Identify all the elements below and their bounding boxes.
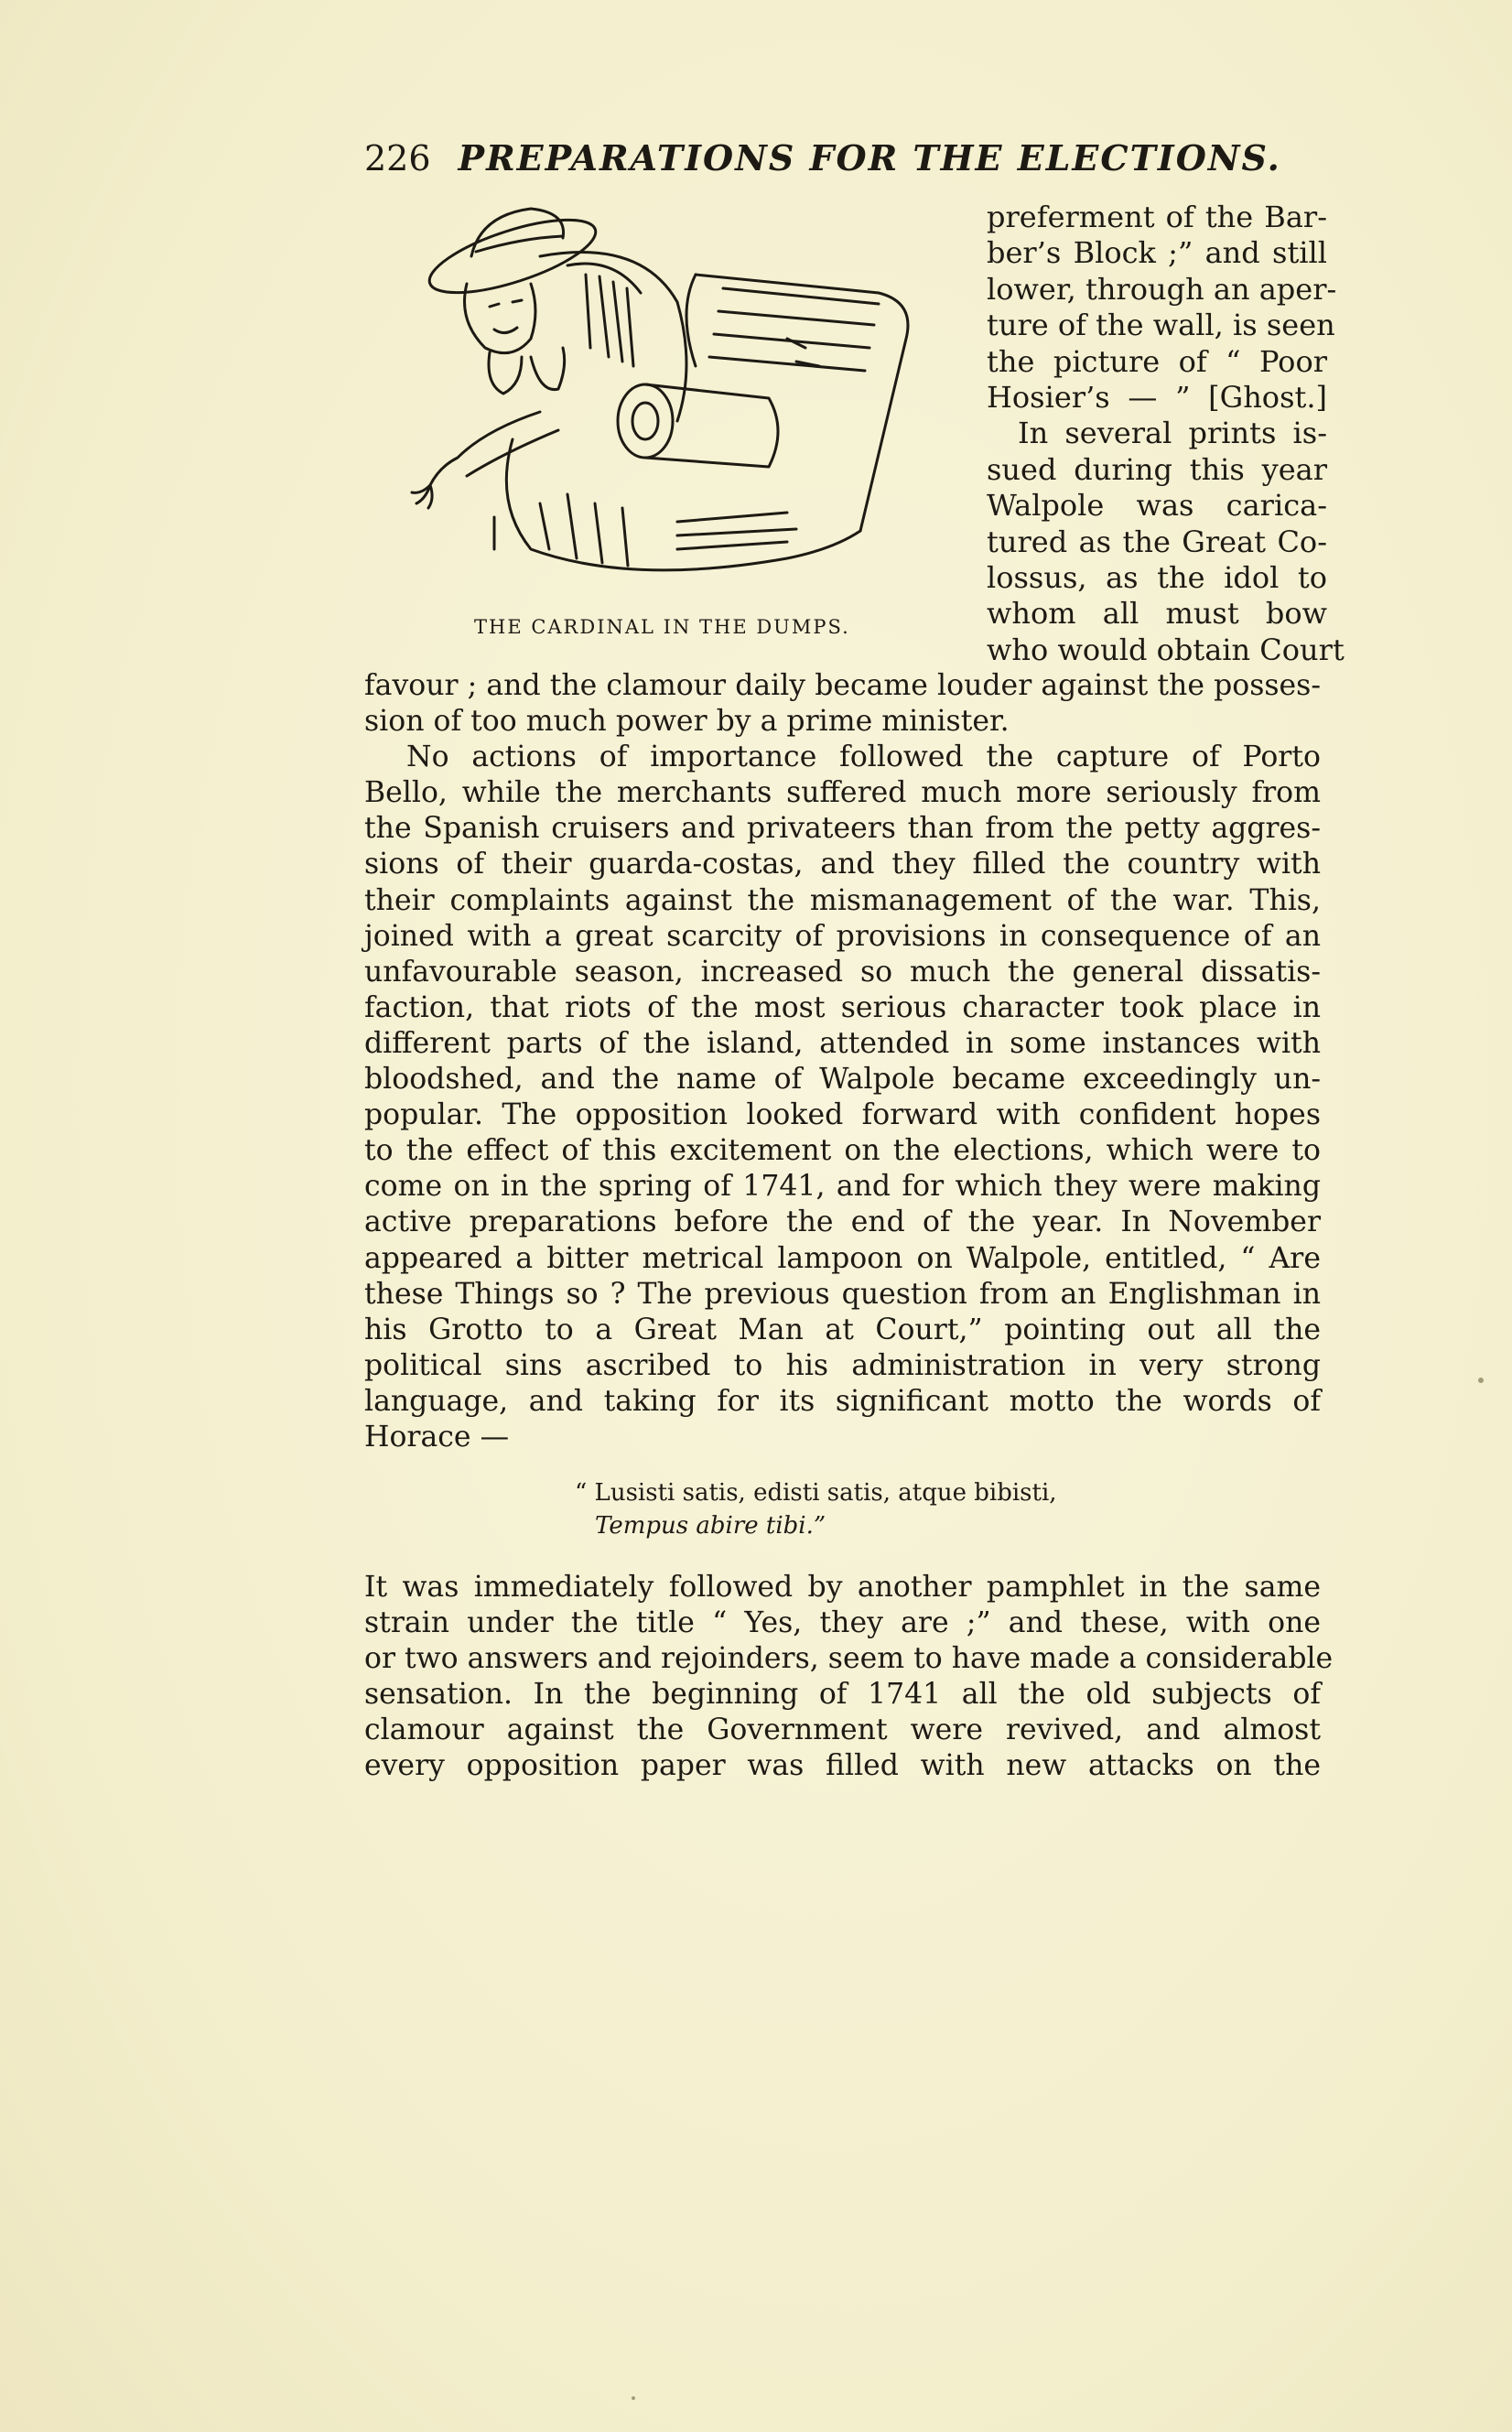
chapter-title: PREPARATIONS FOR THE ELECTIONS. — [458, 137, 1281, 178]
text-line: their complaints against the mismanagement of the war. This, — [364, 883, 1321, 917]
text-line: whom all must bow — [987, 596, 1327, 632]
text-line: Hosier’s — ” [Ghost.] — [987, 380, 1327, 416]
text-line: who would obtain Court — [987, 632, 1345, 667]
text-line: favour ; and the clamour daily became louder against the posses- — [364, 669, 1321, 702]
text-line: the picture of “ Poor — [987, 343, 1327, 379]
text-line: appeared a bitter metrical lampoon on Walpole, entitled, “ Are — [364, 1241, 1321, 1275]
text-line: sensation. In the beginning of 1741 all the old subjects of — [364, 1678, 1321, 1712]
text-line: unfavourable season, increased so much the general dissatis- — [364, 955, 1321, 989]
quote-line: Tempus abire tibi.” — [595, 1512, 826, 1540]
main-body-text — [364, 668, 1321, 1455]
text-line: to the effect of this excitement on the elections, which were to — [364, 1134, 1321, 1168]
text-line: clamour against the Government were revived, and almost — [364, 1713, 1321, 1747]
text-line: lossus, as the idol to — [987, 560, 1327, 596]
main-body-text-continued — [364, 1570, 1334, 1785]
latin-quotation — [575, 1476, 1215, 1542]
text-line: It was immediately followed by another pamphlet in the same — [364, 1571, 1321, 1604]
paper-speck — [1478, 1378, 1484, 1383]
text-line: sions of their guarda-costas, and they filled the country with — [364, 848, 1321, 881]
figure-caption: THE CARDINAL IN THE DUMPS. — [474, 616, 850, 638]
text-line: lower, through an aper- — [987, 271, 1337, 307]
text-line: strain under the title “ Yes, they are ;” and these, with one — [364, 1606, 1321, 1640]
paper-speck — [632, 2396, 635, 2400]
text-line: No actions of importance followed the capture of Porto — [406, 740, 1321, 774]
text-line: political sins ascribed to his administration in very strong — [364, 1348, 1321, 1382]
text-line: or two answers and rejoinders, seem to have made a considerable — [364, 1642, 1334, 1676]
text-line: active preparations before the end of the year. In November — [364, 1205, 1321, 1239]
text-line: bloodshed, and the name of Walpole became exceedingly un- — [364, 1063, 1321, 1097]
text-line: In several prints is- — [1018, 416, 1327, 451]
text-line: the Spanish cruisers and privateers than from the petty aggres- — [364, 812, 1321, 846]
text-line: faction, that riots of the most serious character took place in — [364, 990, 1321, 1024]
text-line: Horace — — [364, 1420, 510, 1454]
text-line: every opposition paper was filled with new attacks on the — [364, 1749, 1321, 1783]
text-line: his Grotto to a Great Man at Court,” pointing out all the — [364, 1313, 1321, 1346]
text-line: language, and taking for its significant motto the words of — [364, 1384, 1321, 1418]
side-column-text — [987, 200, 1345, 668]
text-line: sion of too much power by a prime minister. — [364, 705, 1010, 739]
page-number: 226 — [364, 138, 431, 178]
text-line: come on in the spring of 1741, and for which they were making — [364, 1170, 1321, 1204]
text-line: Walpole was carica- — [987, 488, 1327, 524]
quote-line: “ Lusisti satis, edisti satis, atque bibisti, — [575, 1479, 1057, 1507]
text-line: joined with a great scarcity of provisions in consequence of an — [364, 919, 1321, 953]
text-line: sued during this year — [987, 451, 1327, 487]
text-line: ture of the wall, is seen — [987, 308, 1335, 343]
text-line: these Things so ? The previous question from an Englishman in — [364, 1277, 1321, 1311]
text-line: tured as the Great Co- — [987, 524, 1327, 559]
text-line: different parts of the island, attended in some instances with — [364, 1026, 1321, 1060]
text-line: ber’s Block ;” and still — [987, 235, 1327, 271]
running-header — [364, 137, 1281, 178]
text-line: popular. The opposition looked forward with confident hopes — [364, 1098, 1321, 1132]
cardinal-illustration — [403, 201, 952, 604]
text-line: preferment of the Bar- — [987, 200, 1327, 234]
text-line: Bello, while the merchants suffered much more seriously from — [364, 776, 1321, 810]
